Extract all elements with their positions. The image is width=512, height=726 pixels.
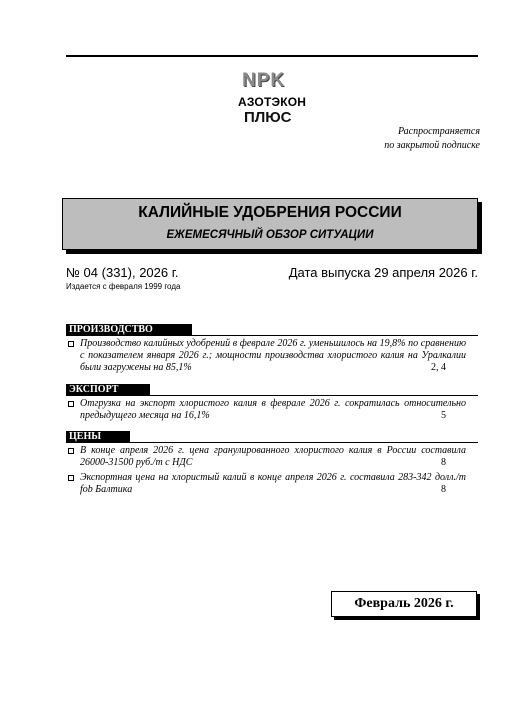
list-item — [66, 445, 478, 471]
section-header-production: ПРОИЗВОДСТВО — [66, 324, 192, 336]
item-page-ref: 8 — [441, 457, 446, 468]
issue-month-label: Февраль 2026 г. — [331, 591, 477, 617]
checkbox-bullet-icon — [68, 401, 74, 407]
logo-azotekon-text: АЗОТЭКОН — [238, 95, 307, 109]
item-page-ref: 5 — [441, 410, 446, 421]
publisher-logo — [226, 70, 316, 130]
item-text: В конце апреля 2026 г. цена гранулированного хлористого калия в России составила 26000-31500 руб./т с НДС — [80, 445, 466, 468]
distribution-line-1: Распространяется — [397, 126, 480, 137]
section-header-prices: ЦЕНЫ — [66, 431, 130, 443]
title-box — [62, 198, 478, 250]
item-text: Экспортная цена на хлористый калий в конце апреля 2026 г. составила 283-342 долл./т fob Балтика — [80, 472, 466, 495]
section-rule-export — [66, 395, 478, 396]
list-item — [66, 338, 478, 378]
release-date: Дата выпуска 29 апреля 2026 г. — [288, 265, 478, 280]
item-text: Производство калийных удобрений в феврале 2026 г. уменьшилось на 19,8% по сравнению с показателем января 2026 г.; мощности производства хлористого калия на Уралкалии были загружены на 85,1% — [80, 338, 466, 373]
section-rule-production — [66, 335, 478, 336]
checkbox-bullet-icon — [68, 475, 74, 481]
top-rule — [66, 55, 478, 57]
report-subtitle: ЕЖЕМЕСЯЧНЫЙ ОБЗОР СИТУАЦИИ — [166, 229, 374, 241]
issue-number: № 04 (331), 2026 г. — [66, 265, 179, 280]
published-since: Издается с февраля 1999 года — [66, 282, 181, 291]
item-text: Отгрузка на экспорт хлористого калия в феврале 2026 г. сократилась относительно предыдущего месяца на 16,1% — [80, 398, 466, 421]
logo-plus-text: ПЛЮС — [244, 109, 292, 126]
distribution-note — [320, 125, 480, 153]
checkbox-bullet-icon — [68, 341, 74, 347]
logo-npk-text: NPK — [242, 70, 286, 91]
list-item — [66, 398, 478, 426]
report-title: КАЛИЙНЫЕ УДОБРЕНИЯ РОССИИ — [138, 204, 402, 221]
section-rule-prices — [66, 442, 478, 443]
distribution-line-2: по закрытой подписке — [384, 140, 480, 151]
item-page-ref: 2, 4 — [431, 362, 446, 373]
list-item — [66, 472, 478, 498]
item-page-ref: 8 — [441, 484, 446, 495]
section-header-export: ЭКСПОРТ — [66, 384, 150, 396]
checkbox-bullet-icon — [68, 448, 74, 454]
